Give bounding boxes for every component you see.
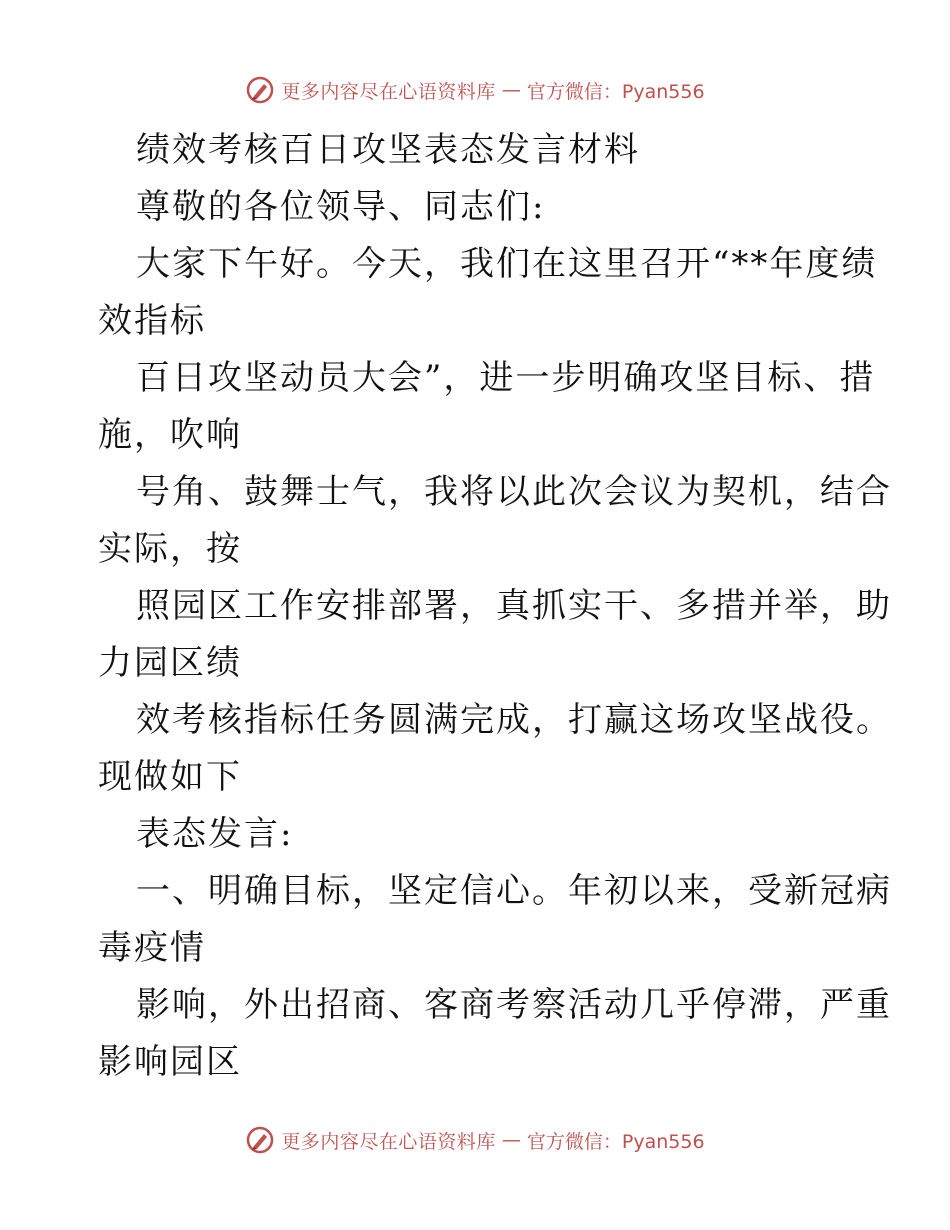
pen-logo-icon xyxy=(245,1125,275,1155)
text-line: 影响，外出招商、客商考察活动几乎停滞，严重 xyxy=(136,985,892,1025)
text-line: 表态发言: xyxy=(136,814,294,854)
text-line: 效考核指标任务圆满完成，打赢这场攻坚战役。 xyxy=(136,700,892,740)
text-line: 实际，按 xyxy=(98,529,242,569)
text-line: 照园区工作安排部署，真抓实干、多措并举，助 xyxy=(136,586,892,626)
text-line: 一、明确目标，坚定信心。年初以来，受新冠病 xyxy=(136,871,892,911)
banner-text: 更多内容尽在心语资料库 xyxy=(281,80,496,103)
banner-contact: 官方微信：Pyan556 xyxy=(526,80,705,103)
pen-logo-icon xyxy=(245,75,275,105)
text-line: 绩效考核百日攻坚表态发言材料 xyxy=(136,130,640,170)
banner-contact: 官方微信：Pyan556 xyxy=(526,1130,705,1153)
document-body xyxy=(98,122,892,1091)
text-line: 百日攻坚动员大会”，进一步明确攻坚目标、措 xyxy=(136,358,876,398)
text-line: 毒疫情 xyxy=(98,928,206,968)
text-line: 施，吹响 xyxy=(98,415,242,455)
header-banner xyxy=(0,70,950,110)
banner-text: 更多内容尽在心语资料库 xyxy=(281,1130,496,1153)
text-line: 现做如下 xyxy=(98,757,242,797)
text-line: 大家下午好。今天，我们在这里召开“**年度绩 xyxy=(136,244,878,284)
text-line: 力园区绩 xyxy=(98,643,242,683)
text-line: 尊敬的各位领导、同志们: xyxy=(136,187,546,227)
text-line: 效指标 xyxy=(98,301,206,341)
text-line: 影响园区 xyxy=(98,1042,242,1082)
footer-banner xyxy=(0,1120,950,1160)
banner-dash: — xyxy=(501,79,521,101)
text-line: 号角、鼓舞士气，我将以此次会议为契机，结合 xyxy=(136,472,892,512)
banner-dash: — xyxy=(501,1129,521,1151)
